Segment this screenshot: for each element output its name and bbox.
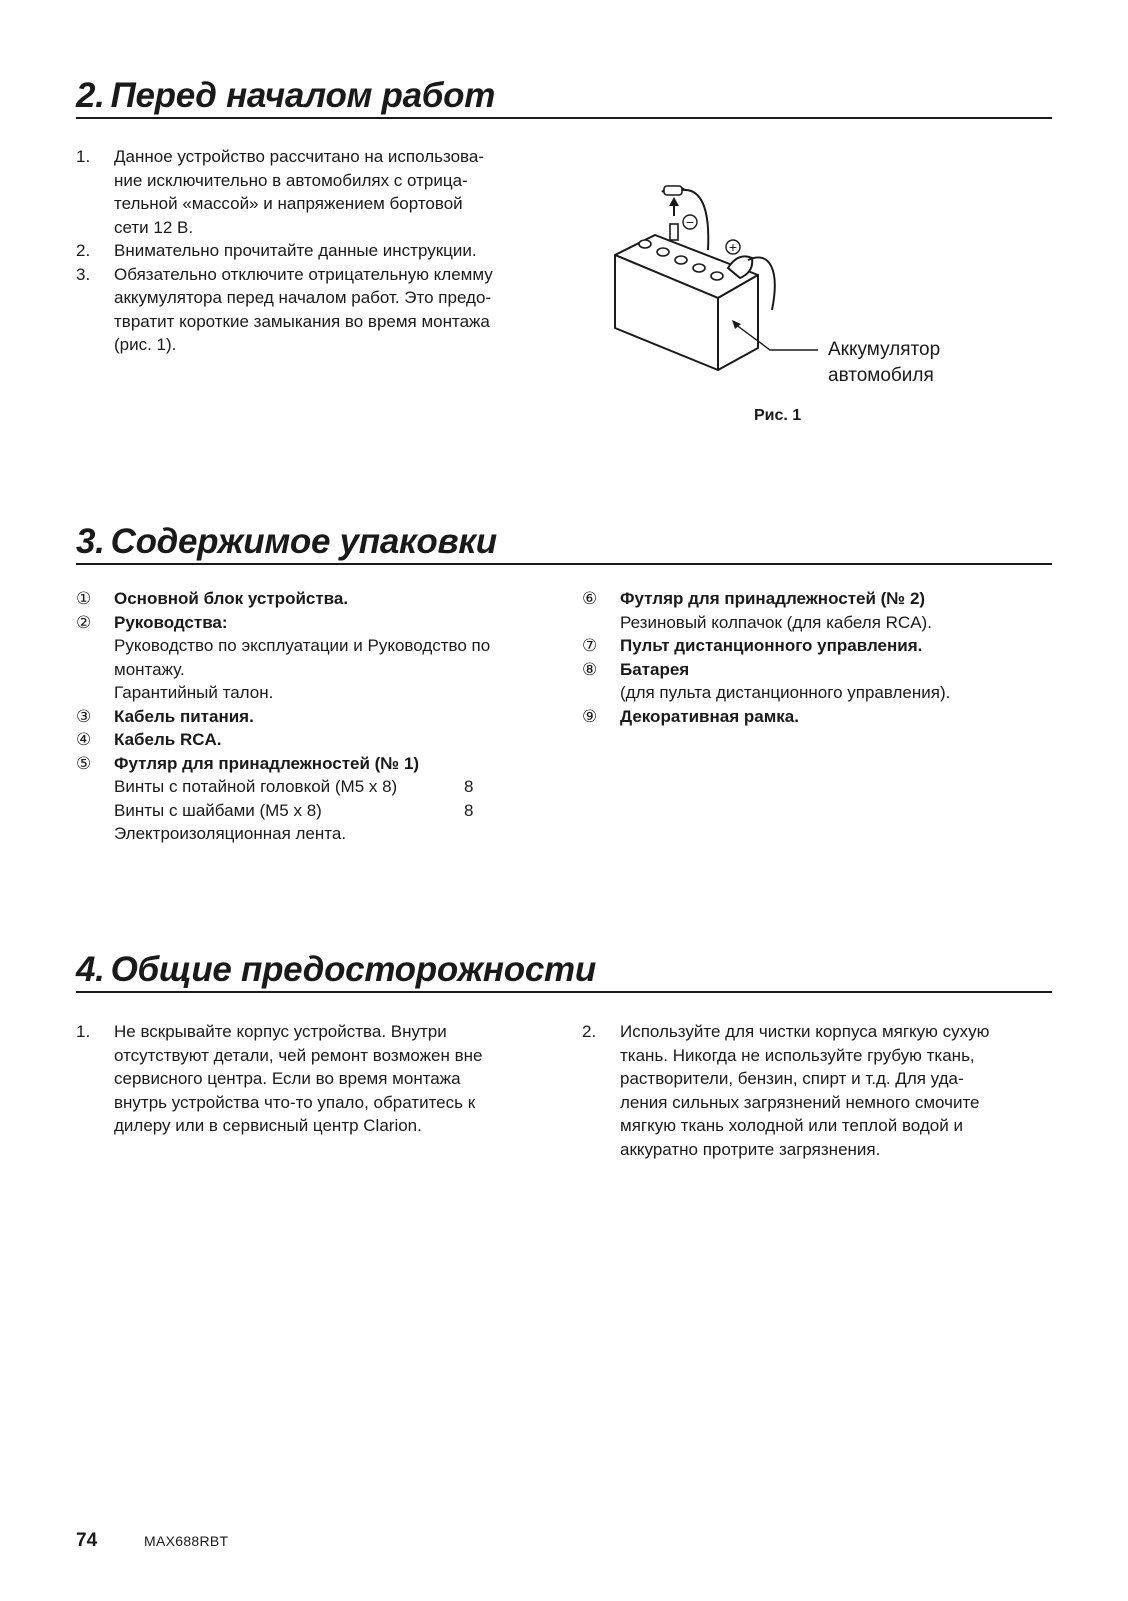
list-item: 2. Внимательно прочитайте данные инструкции. <box>76 241 477 260</box>
list-item: ④ Кабель RCA. <box>76 730 222 749</box>
battery-figure <box>610 180 970 440</box>
plus-symbol: + <box>728 239 738 255</box>
list-item: ⑨ Декоративная рамка. <box>582 706 799 726</box>
list-item: ⑦ Пульт дистанционного управления. <box>582 636 923 655</box>
page-footer <box>76 1530 228 1552</box>
section-4-heading <box>76 950 1052 993</box>
list-item: 2. Используйте для чистки корпуса мягкую сухую ткань. Никогда не используйте грубую ткань, растворители, бензин, спирт и т.д. Для уда- ления сильных загрязнений немного смочите мягкую ткань холодной или теплой водой и аккуратно протрите загрязнения. <box>582 1022 990 1159</box>
list-item: ⑧ Батарея (для пульта дистанционного управления). <box>582 659 951 702</box>
model-name: MAX688RBT <box>144 1533 229 1549</box>
list-item: ⑤ Футляр для принадлежностей (№ 1) Винты с потайной головкой (M5 x 8) 8 Винты с шайбами (M5 x 8) 8 Электроизоляционная лента. <box>76 752 556 846</box>
minus-symbol: − <box>685 214 695 230</box>
section-3-heading <box>76 522 1052 565</box>
battery-label: Аккумулятор автомобиля <box>828 339 941 386</box>
section-3-number: 3. <box>76 522 105 561</box>
list-item: 1. Данное устройство рассчитано на использова- ние исключительно в автомобилях с отрица- тельной «массой» и напряжением бортовой сети 12 В. <box>76 147 485 237</box>
precautions-right <box>582 1020 1052 1161</box>
page-number: 74 <box>76 1530 98 1551</box>
list-item: ③ Кабель питания. <box>76 706 254 726</box>
package-contents-left <box>76 587 556 846</box>
list-item: 3. Обязательно отключите отрицательную клемму аккумулятора перед началом работ. Это предо- твратит короткие замыкания во время монтажа (рис. 1). <box>76 264 493 354</box>
precautions-left <box>76 1020 556 1138</box>
section-4-number: 4. <box>76 950 105 989</box>
section-2-number: 2. <box>76 76 105 115</box>
figure-caption: Рис. 1 <box>754 407 802 424</box>
section-2-heading <box>76 76 1052 119</box>
package-contents-right <box>582 587 1052 728</box>
list-item: ① Основной блок устройства. <box>76 589 349 608</box>
section-3-title: Содержимое упаковки <box>110 522 497 561</box>
list-item: ⑥ Футляр для принадлежностей (№ 2) Резиновый колпачок (для кабеля RCA). <box>582 589 932 632</box>
list-item: ② Руководства: Руководство по эксплуатации и Руководство по монтажу. Гарантийный талон. <box>76 612 491 702</box>
car-battery-illustration <box>610 180 970 440</box>
section-4-title: Общие предосторожности <box>110 950 596 989</box>
quantity-row: Винты с потайной головкой (M5 x 8) 8 <box>114 777 474 796</box>
section-2-list <box>76 145 556 357</box>
quantity-row: Винты с шайбами (M5 x 8) 8 <box>114 800 474 820</box>
section-2-title: Перед началом работ <box>110 76 496 115</box>
list-item: 1. Не вскрывайте корпус устройства. Внутри отсутствуют детали, чей ремонт возможен вне сервисного центра. Если во время монтажа внутрь устройства что-то упало, обратитесь к дилеру или в сервисный центр Clarion. <box>76 1022 483 1135</box>
